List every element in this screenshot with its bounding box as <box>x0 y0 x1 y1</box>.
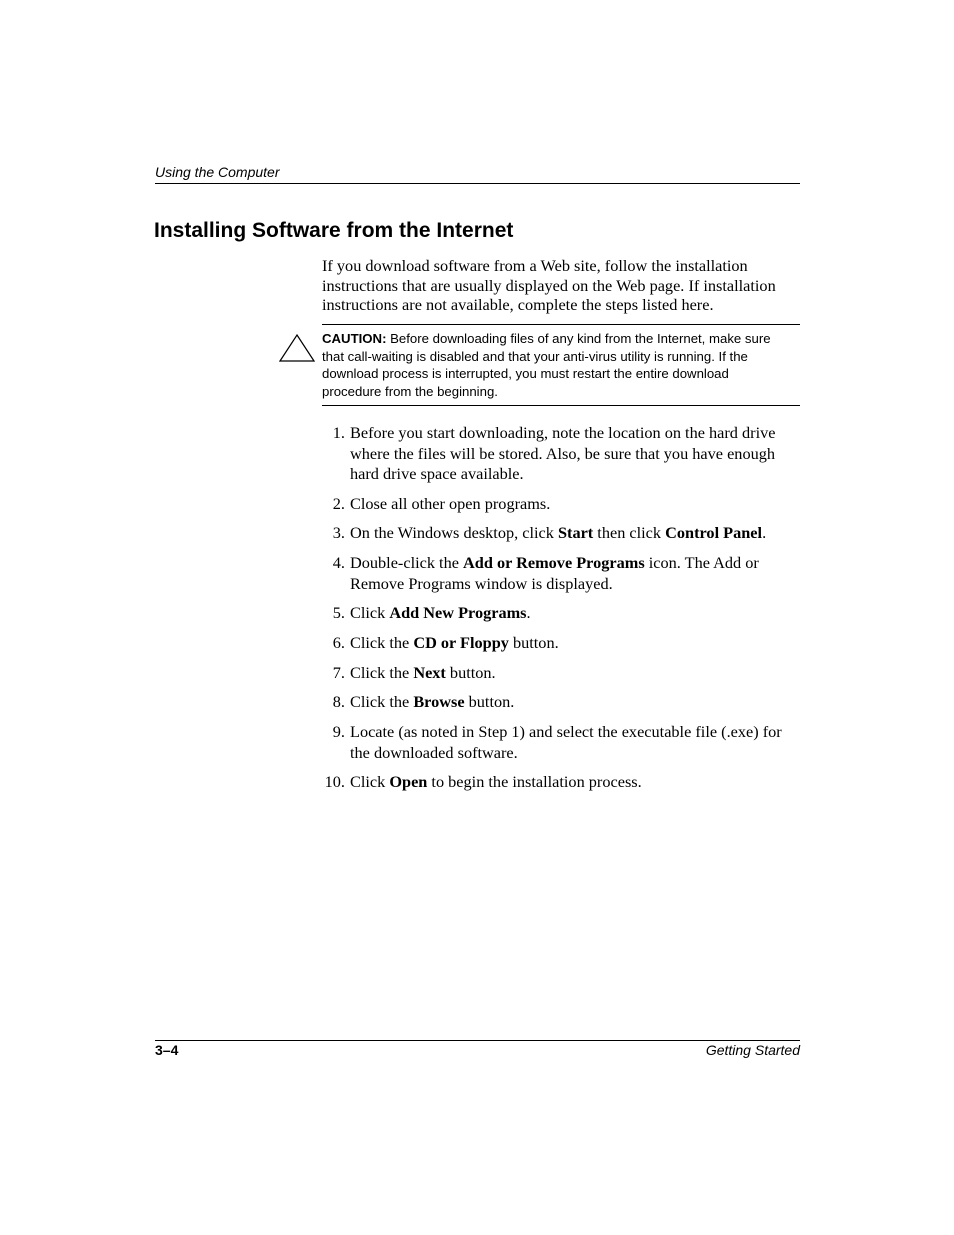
step-item <box>322 603 804 624</box>
step-item <box>322 553 804 594</box>
step-ui-term: Add or Remove Programs <box>463 553 645 573</box>
steps-list <box>322 423 804 802</box>
footer-rule <box>155 1040 800 1041</box>
footer-doc-title: Getting Started <box>705 1042 800 1058</box>
step-number: 6. <box>332 632 345 652</box>
step-text: Click <box>350 772 390 792</box>
step-text: Locate (as noted in Step 1) and select the executable file (.exe) for the downloaded software. <box>350 722 782 762</box>
step-item <box>322 692 804 713</box>
caution-label: CAUTION: <box>322 331 387 346</box>
step-text: button. <box>445 662 496 682</box>
step-text: Click <box>350 603 390 623</box>
step-item <box>322 772 804 793</box>
step-number: 4. <box>332 553 345 573</box>
step-number: 7. <box>332 662 345 682</box>
step-number: 2. <box>332 493 345 513</box>
step-item <box>322 494 804 515</box>
step-text: Click the <box>350 632 414 652</box>
step-ui-term: Browse <box>413 692 465 712</box>
step-text: . <box>762 523 767 543</box>
step-ui-term: Next <box>413 662 446 682</box>
step-ui-term: Add New Programs <box>389 603 527 623</box>
step-item <box>322 722 804 763</box>
step-ui-term: Control Panel <box>665 523 763 543</box>
caution-note <box>322 330 782 400</box>
step-text: Before you start downloading, note the location on the hard drive where the files will be stored. Also, be sure that you have enough hard drive space available. <box>350 423 776 483</box>
caution-rule-top <box>322 324 800 325</box>
step-text: Close all other open programs. <box>350 493 551 513</box>
step-number: 3. <box>332 523 345 543</box>
section-title: Installing Software from the Internet <box>154 219 514 242</box>
step-number: 9. <box>332 722 345 741</box>
step-text: button. <box>464 692 515 712</box>
step-item <box>322 523 804 544</box>
running-head: Using the Computer <box>155 164 280 180</box>
step-ui-term: CD or Floppy <box>413 632 509 652</box>
step-number: 5. <box>332 603 345 623</box>
step-number: 10. <box>324 772 345 792</box>
page-number: 3–4 <box>155 1042 179 1058</box>
step-ui-term: Start <box>557 523 594 543</box>
step-text: Click the <box>350 662 414 682</box>
step-ui-term: Open <box>389 772 428 792</box>
intro-paragraph: If you download software from a Web site, follow the installation instructions that are usually displayed on the Web page. If installation instructions are not available, complete the steps listed here. <box>322 256 776 314</box>
step-text: Click the <box>350 692 414 712</box>
step-text: icon. The Add or Remove Programs window is displayed. <box>350 553 759 593</box>
step-text: button. <box>508 632 559 652</box>
caution-triangle-icon <box>279 334 315 362</box>
caution-body: Before downloading files of any kind from the Internet, make sure that call-waiting is disabled and that your anti-virus utility is running. If the download process is interrupted, you must restart the entire download procedure from the beginning. <box>322 331 771 399</box>
step-text: On the Windows desktop, click <box>350 523 558 543</box>
step-item <box>322 633 804 654</box>
step-item <box>322 663 804 684</box>
step-item <box>322 423 804 485</box>
step-number: 8. <box>332 692 345 712</box>
step-number: 1. <box>332 423 345 442</box>
caution-rule-bottom <box>322 405 800 406</box>
step-text: . <box>526 603 531 623</box>
step-text: then click <box>593 523 666 543</box>
header-rule <box>155 183 800 184</box>
step-text: to begin the installation process. <box>427 772 642 792</box>
step-text: Double-click the <box>350 553 464 573</box>
